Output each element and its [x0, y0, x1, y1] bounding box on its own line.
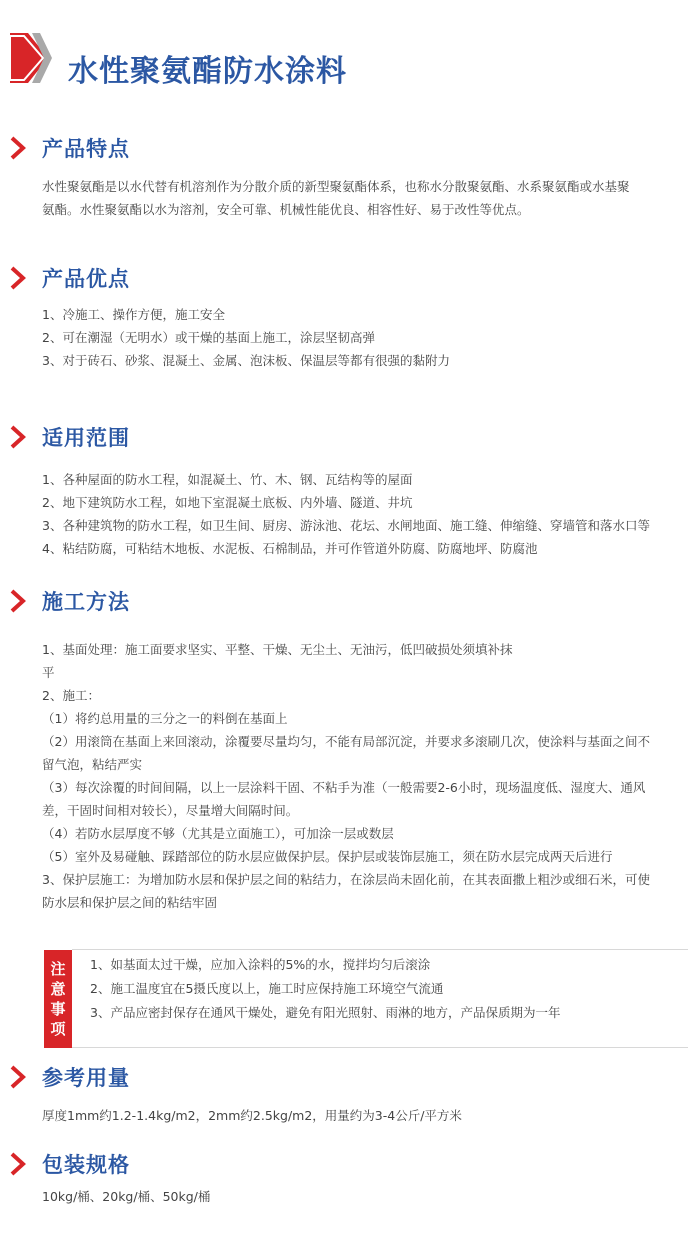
list-item: 1、冷施工、操作方便，施工安全 — [42, 307, 225, 322]
notes-label-char: 意 — [50, 980, 66, 998]
list-item: 1、各种屋面的防水工程，如混凝土、竹、木、钢、瓦结构等的屋面 — [42, 472, 413, 487]
section-heading-advantages — [8, 262, 130, 294]
text-line: 水性聚氨酯是以水代替有机溶剂作为分散介质的新型聚氨酯体系，也称水分散聚氨酯、水系聚氨酯或水基聚 — [42, 179, 630, 194]
section-heading-dosage — [8, 1061, 130, 1093]
advantages-list — [42, 303, 677, 372]
text-line: 氨酯。水性聚氨酯以水为溶剂，安全可靠、机械性能优良、相容性好、易于改性等优点。 — [42, 202, 530, 217]
list-item: （1）将约总用量的三分之一的料倒在基面上 — [42, 711, 288, 726]
list-item: （3）每次涂覆的时间间隔，以上一层涂料干固、不粘手为准（一般需要2-6小时，现场温度低、湿度大、通风 — [42, 780, 646, 795]
list-item: 留气泡，粘结严实 — [42, 757, 143, 772]
notes-list — [90, 953, 560, 1025]
chevron-right-icon — [8, 424, 30, 450]
list-item: 差，干固时间相对较长），尽量增大间隔时间。 — [42, 803, 299, 818]
notes-label-char: 项 — [50, 1020, 66, 1038]
section-title: 产品优点 — [42, 267, 130, 291]
method-list — [42, 638, 677, 914]
section-title: 施工方法 — [42, 590, 130, 614]
list-item: 1、基面处理：施工面要求坚实、平整、干燥、无尘土、无油污，低凹破损处须填补抹 — [42, 642, 513, 657]
list-item: （2）用滚筒在基面上来回滚动，涂覆要尽量均匀，不能有局部沉淀，并要求多滚刷几次，使涂料与基面之间不 — [42, 734, 650, 749]
dosage-text — [42, 1104, 677, 1127]
list-item: （4）若防水层厚度不够（尤其是立面施工），可加涂一层或数层 — [42, 826, 394, 841]
list-item: 2、施工： — [42, 688, 100, 703]
section-heading-method — [8, 585, 130, 617]
section-title: 适用范围 — [42, 426, 130, 450]
list-item: 2、可在潮湿（无明水）或干燥的基面上施工，涂层坚韧高弹 — [42, 330, 375, 345]
section-title: 参考用量 — [42, 1066, 130, 1090]
notes-label-char: 注 — [50, 960, 66, 978]
chevron-right-icon — [8, 1064, 30, 1090]
section-title: 产品特点 — [42, 137, 130, 161]
chevron-right-icon — [8, 135, 30, 161]
section-heading-scope — [8, 421, 130, 453]
chevron-right-icon — [8, 1151, 30, 1177]
text-line: 10kg/桶、20kg/桶、50kg/桶 — [42, 1189, 211, 1204]
packaging-text — [42, 1185, 677, 1208]
notes-label — [44, 950, 72, 1048]
chevron-right-icon — [8, 588, 30, 614]
section-heading-packaging — [8, 1148, 130, 1180]
list-item: 3、保护层施工：为增加防水层和保护层之间的粘结力，在涂层尚未固化前，在其表面撒上粗沙或细石米，可使 — [42, 872, 650, 887]
list-item: 2、地下建筑防水工程，如地下室混凝土底板、内外墙、隧道、井坑 — [42, 495, 413, 510]
features-paragraph — [42, 175, 677, 221]
list-item: 防水层和保护层之间的粘结牢固 — [42, 895, 218, 910]
page-title: 水性聚氨酯防水涂料 — [68, 54, 347, 89]
chevron-right-icon — [8, 265, 30, 291]
text-line: 厚度1mm约1.2-1.4kg/m2，2mm约2.5kg/m2，用量约为3-4公斤/平方米 — [42, 1108, 462, 1123]
list-item: 平 — [42, 665, 55, 680]
list-item: 3、对于砖石、砂浆、混凝土、金属、泡沫板、保温层等都有很强的黏附力 — [42, 353, 450, 368]
list-item: 1、如基面太过干燥，应加入涂料的5%的水，搅拌均匀后滚涂 — [90, 957, 431, 972]
list-item: 3、产品应密封保存在通风干燥处，避免有阳光照射、雨淋的地方，产品保质期为一年 — [90, 1005, 561, 1020]
notes-divider-top — [72, 949, 688, 950]
list-item: 3、各种建筑物的防水工程，如卫生间、厨房、游泳池、花坛、水闸地面、施工缝、伸缩缝、穿墙管和落水口等 — [42, 518, 650, 533]
notes-label-char: 事 — [50, 1000, 66, 1018]
scope-list — [42, 468, 677, 560]
header-chevron-icon — [10, 33, 52, 83]
list-item: 2、施工温度宜在5摄氏度以上，施工时应保持施工环境空气流通 — [90, 981, 444, 996]
list-item: 4、粘结防腐，可粘结木地板、水泥板、石棉制品，并可作管道外防腐、防腐地坪、防腐池 — [42, 541, 538, 556]
notes-divider-bottom — [72, 1047, 688, 1048]
section-title: 包装规格 — [42, 1153, 130, 1177]
section-heading-features — [8, 132, 130, 164]
list-item: （5）室外及易碰触、踩踏部位的防水层应做保护层。保护层或装饰层施工，须在防水层完成两天后进行 — [42, 849, 613, 864]
